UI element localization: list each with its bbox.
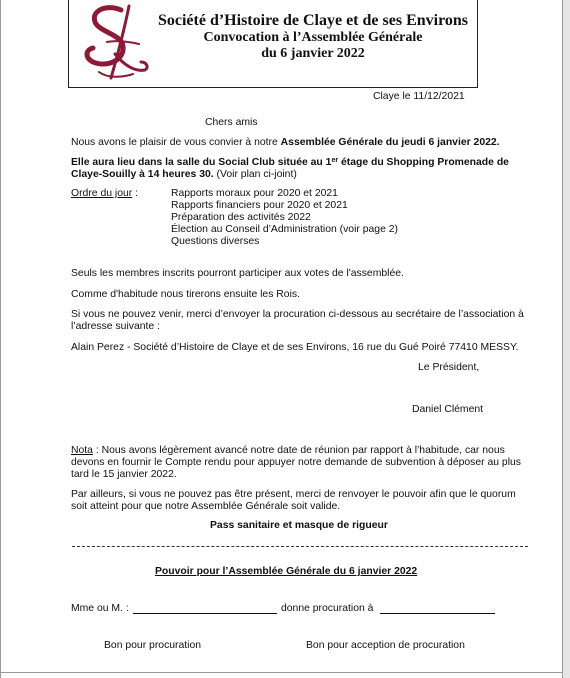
intro-text: Nous avons le plaisir de vous convier à notre xyxy=(71,137,281,148)
page-edge-left xyxy=(0,0,1,678)
bon-pour-procuration: Bon pour procuration xyxy=(104,640,202,651)
proxy-note-line-1: Si vous ne pouvez venir, merci d’envoyer la procuration ci-dessous au secrétaire de l’association à xyxy=(71,309,524,320)
nota-label: Nota xyxy=(71,445,93,456)
location-time: Claye-Souilly à 14 heures 30. xyxy=(71,169,214,180)
location-text-end: étage du Shopping Promenade de xyxy=(338,157,509,168)
letterhead-box xyxy=(68,0,478,88)
proxy-grantee-field[interactable] xyxy=(380,603,495,614)
document-date: du 6 janvier 2022 xyxy=(261,46,365,61)
agenda-label-text: Ordre du jour xyxy=(71,188,133,199)
page-edge-bottom xyxy=(0,672,563,673)
nota-line-2: devons en fournir le Compte rendu pour appuyer notre demande de subvention à déposer au plus xyxy=(71,457,521,468)
proxy-note-line-2: l’adresse suivante : xyxy=(71,321,160,332)
place-and-date: Claye le 11/12/2021 xyxy=(373,91,465,102)
agenda-item: Préparation des activités 2022 xyxy=(171,212,311,223)
signature-title: Le Président, xyxy=(418,362,480,373)
agenda-label xyxy=(71,188,138,200)
agenda-item: Rapports moraux pour 2020 et 2021 xyxy=(171,188,338,199)
signature-name: Daniel Clément xyxy=(412,404,484,415)
location-map-note: (Voir plan ci-joint) xyxy=(213,169,297,180)
nota-line-3: tard le 15 janvier 2022. xyxy=(71,469,177,480)
nota-text: : Nous avons légèrement avancé notre date de réunion par rapport à l’habitude, car nous xyxy=(92,445,505,456)
location-line-2 xyxy=(71,169,297,181)
proxy-grantee-label: donne procuration à xyxy=(281,603,374,614)
proxy-form-title: Pouvoir pour l’Assemblée Générale du 6 janvier 2022 xyxy=(155,566,418,577)
proxy-grantor-field[interactable] xyxy=(133,603,277,614)
society-monogram-logo xyxy=(77,2,149,82)
agenda-item: Questions diverses xyxy=(171,236,260,247)
cut-line xyxy=(72,546,528,547)
quorum-note-line-1: Par ailleurs, si vous ne pouvez pas être présent, merci de renvoyer le pouvoir afin que le quorum xyxy=(71,489,516,500)
floor-superscript: er xyxy=(331,157,339,164)
secretary-address: Alain Perez - Société d’Histoire de Claye et de ses Environs, 16 rue du Gué Poiré 77410 MESSY. xyxy=(71,342,519,353)
pass-sanitaire-note: Pass sanitaire et masque de rigueur xyxy=(210,520,388,531)
agenda-colon: : xyxy=(132,188,138,199)
document-subtitle: Convocation à l’Assemblée Générale xyxy=(203,30,423,45)
members-note: Seuls les membres inscrits pourront participer aux votes de l'assemblée. xyxy=(71,268,404,279)
bon-pour-acception: Bon pour acception de procuration xyxy=(306,640,465,651)
location-text: Elle aura lieu dans la salle du Social Club située au 1 xyxy=(71,157,332,168)
proxy-grantor-label: Mme ou M. : xyxy=(71,603,129,614)
intro-event-date: Assemblée Générale du jeudi 6 janvier 2022. xyxy=(280,137,500,148)
letterhead-titles xyxy=(153,12,473,62)
greeting: Chers amis xyxy=(205,117,258,128)
page-shadow xyxy=(563,0,570,678)
agenda-item: Rapports financiers pour 2020 et 2021 xyxy=(171,200,348,211)
organization-name: Société d’Histoire de Claye et de ses Environs xyxy=(157,12,469,29)
quorum-note-line-2: soit atteint pour que notre Assemblée Générale soit valide. xyxy=(71,501,341,512)
agenda-item: Élection au Conseil d’Administration (voir page 2) xyxy=(171,224,398,235)
rois-note: Comme d'habitude nous tirerons ensuite les Rois. xyxy=(71,289,300,300)
location-line-1 xyxy=(71,157,509,169)
intro-paragraph xyxy=(71,137,500,149)
nota-line-1 xyxy=(71,445,505,457)
